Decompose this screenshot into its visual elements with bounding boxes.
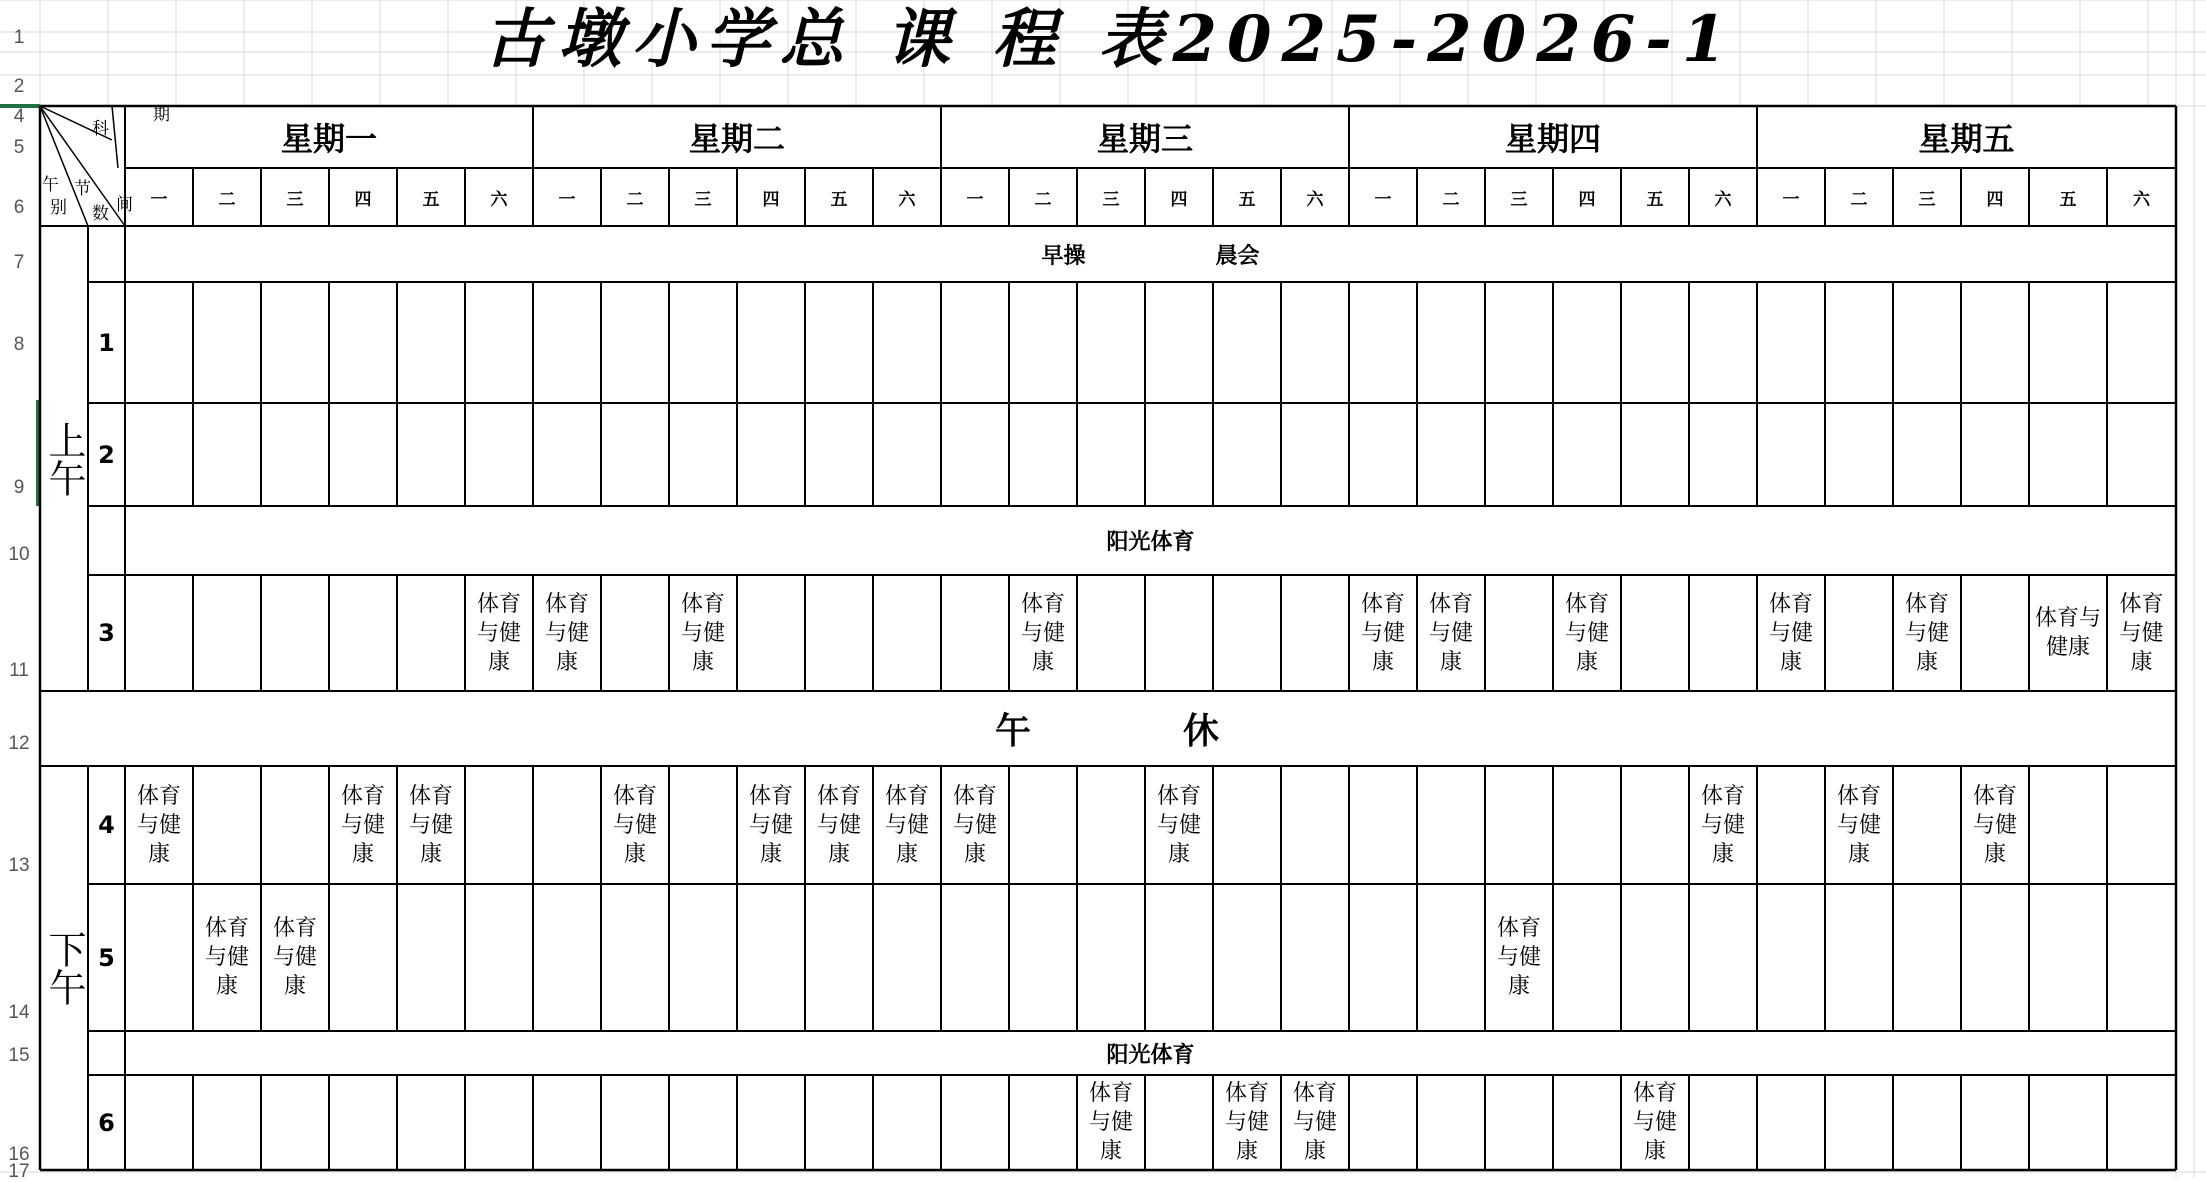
empty-course-cell[interactable] — [2107, 403, 2176, 506]
empty-course-cell[interactable] — [1349, 282, 1417, 403]
class-header[interactable]: 二 — [1442, 189, 1460, 210]
empty-course-cell[interactable] — [873, 884, 941, 1031]
empty-course-cell[interactable] — [193, 403, 261, 506]
empty-course-cell[interactable] — [533, 766, 601, 884]
empty-course-cell[interactable] — [737, 575, 805, 691]
empty-course-cell[interactable] — [1349, 1075, 1417, 1170]
empty-course-cell[interactable] — [329, 1075, 397, 1170]
class-header[interactable]: 五 — [422, 189, 440, 210]
corner-header-jian: 间 — [116, 195, 133, 215]
period-number[interactable]: 3 — [98, 619, 115, 647]
empty-course-cell[interactable] — [737, 403, 805, 506]
zaocao-label: 早操 — [1041, 243, 1086, 269]
empty-course-cell[interactable] — [1213, 403, 1281, 506]
sunshine-pe-band[interactable]: 阳光体育 — [1106, 530, 1195, 555]
empty-course-cell[interactable] — [873, 575, 941, 691]
course-cell-pe[interactable]: 体育与健康 — [680, 591, 725, 675]
empty-course-cell[interactable] — [1689, 403, 1757, 506]
course-cell-pe[interactable]: 体育与健康 — [1360, 591, 1405, 675]
empty-course-cell[interactable] — [873, 1075, 941, 1170]
empty-course-cell[interactable] — [1961, 282, 2029, 403]
class-header[interactable]: 三 — [1102, 189, 1120, 210]
empty-course-cell[interactable] — [1077, 575, 1145, 691]
empty-course-cell[interactable] — [1621, 575, 1689, 691]
empty-course-cell[interactable] — [1961, 1075, 2029, 1170]
empty-course-cell[interactable] — [669, 884, 737, 1031]
course-cell-pe[interactable]: 体育与健康 — [1496, 916, 1541, 999]
class-header[interactable]: 六 — [1714, 189, 1732, 210]
row-number: 13 — [8, 855, 30, 876]
corner-header-shu: 数 — [92, 204, 109, 224]
period-number[interactable]: 6 — [98, 1108, 115, 1137]
empty-course-cell[interactable] — [601, 282, 669, 403]
course-cell-pe[interactable]: 体育与健康 — [1700, 783, 1745, 867]
empty-course-cell[interactable] — [669, 403, 737, 506]
empty-course-cell[interactable] — [941, 1075, 1009, 1170]
row-number: 4 — [13, 106, 25, 127]
empty-course-cell[interactable] — [261, 1075, 329, 1170]
class-header[interactable]: 六 — [2133, 189, 2150, 210]
day-header[interactable]: 星期二 — [688, 120, 785, 158]
row-number: 16 — [8, 1144, 30, 1165]
row-number: 17 — [8, 1161, 30, 1182]
course-cell-pe[interactable]: 体育与健康 — [1972, 783, 2017, 867]
empty-course-cell[interactable] — [329, 403, 397, 506]
empty-course-cell[interactable] — [533, 282, 601, 403]
course-cell-pe[interactable]: 体育与健康 — [1632, 1081, 1677, 1164]
empty-course-cell[interactable] — [329, 884, 397, 1031]
corner-header-bie: 别 — [50, 198, 67, 218]
empty-course-cell[interactable] — [125, 1075, 193, 1170]
sunshine-pe-band[interactable]: 阳光体育 — [1106, 1042, 1195, 1068]
class-header[interactable]: 二 — [626, 189, 644, 210]
empty-course-cell[interactable] — [1009, 766, 1077, 884]
empty-course-cell[interactable] — [1893, 1075, 1961, 1170]
row-number: 1 — [13, 27, 25, 48]
empty-course-cell[interactable] — [1281, 403, 1349, 506]
empty-course-cell[interactable] — [1553, 282, 1621, 403]
empty-course-cell[interactable] — [1417, 282, 1485, 403]
empty-course-cell[interactable] — [1825, 575, 1893, 691]
empty-course-cell[interactable] — [805, 282, 873, 403]
course-cell-pe[interactable]: 体育与健康 — [544, 591, 589, 675]
noon-label-xiu: 休 — [1183, 711, 1222, 752]
empty-course-cell[interactable] — [465, 282, 533, 403]
empty-course-cell[interactable] — [1621, 884, 1689, 1031]
period-number[interactable]: 1 — [98, 328, 115, 357]
course-cell-pe[interactable]: 体育与健康 — [1156, 783, 1201, 867]
course-cell-pe[interactable]: 体育与健康 — [748, 783, 793, 867]
course-cell-pe[interactable]: 体育与健康 — [612, 783, 657, 867]
course-cell-pe[interactable]: 体育与健康 — [1768, 591, 1813, 675]
empty-course-cell[interactable] — [1553, 403, 1621, 506]
empty-course-cell[interactable] — [1893, 884, 1961, 1031]
empty-course-cell[interactable] — [737, 1075, 805, 1170]
empty-course-cell[interactable] — [1689, 575, 1757, 691]
empty-course-cell[interactable] — [1825, 884, 1893, 1031]
empty-course-cell[interactable] — [1689, 884, 1757, 1031]
noon-label-wu: 午 — [994, 711, 1033, 752]
row-number: 2 — [13, 76, 25, 97]
empty-course-cell[interactable] — [1689, 1075, 1757, 1170]
empty-course-cell[interactable] — [397, 282, 465, 403]
course-cell-pe[interactable]: 体育与健康 — [1020, 591, 1065, 675]
empty-course-cell[interactable] — [1553, 884, 1621, 1031]
empty-course-cell[interactable] — [873, 403, 941, 506]
empty-course-cell[interactable] — [261, 575, 329, 691]
empty-course-cell[interactable] — [1009, 1075, 1077, 1170]
empty-course-cell[interactable] — [533, 403, 601, 506]
corner-header-jie: 节 — [74, 179, 91, 199]
empty-course-cell[interactable] — [1757, 1075, 1825, 1170]
empty-course-cell[interactable] — [1417, 766, 1485, 884]
empty-course-cell[interactable] — [193, 282, 261, 403]
corner-header-qi: 期 — [153, 105, 170, 125]
empty-course-cell[interactable] — [669, 1075, 737, 1170]
noon-break-band[interactable] — [40, 691, 2176, 766]
empty-course-cell[interactable] — [465, 1075, 533, 1170]
class-header[interactable]: 一 — [966, 189, 984, 210]
empty-course-cell[interactable] — [465, 403, 533, 506]
class-header[interactable]: 三 — [286, 189, 304, 210]
class-header[interactable]: 六 — [490, 189, 508, 210]
empty-course-cell[interactable] — [1893, 403, 1961, 506]
empty-course-cell[interactable] — [2107, 766, 2176, 884]
empty-course-cell[interactable] — [941, 282, 1009, 403]
row-number: 15 — [8, 1045, 30, 1066]
empty-course-cell[interactable] — [261, 403, 329, 506]
empty-course-cell[interactable] — [1893, 766, 1961, 884]
empty-course-cell[interactable] — [805, 884, 873, 1031]
empty-course-cell[interactable] — [1621, 766, 1689, 884]
empty-course-cell[interactable] — [601, 884, 669, 1031]
empty-course-cell[interactable] — [1485, 403, 1553, 506]
empty-course-cell[interactable] — [1009, 282, 1077, 403]
empty-course-cell[interactable] — [1349, 884, 1417, 1031]
morning-activities-band[interactable] — [125, 226, 2176, 282]
class-header[interactable]: 三 — [1918, 189, 1936, 210]
empty-course-cell[interactable] — [1825, 282, 1893, 403]
empty-course-cell[interactable] — [1825, 1075, 1893, 1170]
empty-course-cell[interactable] — [193, 575, 261, 691]
course-cell-pe[interactable]: 体育与健康 — [1088, 1081, 1133, 1164]
empty-course-cell[interactable] — [1213, 884, 1281, 1031]
class-header[interactable]: 二 — [1034, 189, 1052, 210]
empty-course-cell[interactable] — [601, 1075, 669, 1170]
empty-course-cell[interactable] — [1893, 282, 1961, 403]
row-number: 8 — [13, 334, 25, 355]
empty-course-cell[interactable] — [2029, 282, 2107, 403]
empty-course-cell[interactable] — [1485, 575, 1553, 691]
class-header[interactable]: 二 — [1850, 189, 1868, 210]
empty-course-cell[interactable] — [1077, 403, 1145, 506]
class-header[interactable]: 五 — [830, 189, 848, 210]
course-cell-pe[interactable]: 体育与健康 — [1428, 591, 1473, 675]
empty-course-cell[interactable] — [261, 766, 329, 884]
course-cell-pe[interactable]: 体育与健康 — [884, 783, 929, 867]
course-cell-pe[interactable]: 体育与健康 — [340, 783, 385, 867]
empty-course-cell[interactable] — [125, 282, 193, 403]
empty-course-cell[interactable] — [1757, 766, 1825, 884]
day-header[interactable]: 星期一 — [280, 120, 377, 158]
empty-course-cell[interactable] — [1009, 403, 1077, 506]
class-header[interactable]: 四 — [762, 189, 780, 210]
empty-course-cell[interactable] — [1757, 403, 1825, 506]
empty-course-cell[interactable] — [397, 403, 465, 506]
empty-course-cell[interactable] — [125, 575, 193, 691]
corner-header-ke: 科 — [92, 119, 109, 139]
class-header[interactable]: 四 — [1170, 189, 1188, 210]
day-header[interactable]: 星期五 — [1918, 120, 2015, 158]
course-cell-pe[interactable]: 体育与健康 — [136, 783, 181, 867]
empty-course-cell[interactable] — [1417, 1075, 1485, 1170]
course-cell-pe[interactable]: 体育与健康 — [476, 591, 521, 675]
empty-course-cell[interactable] — [941, 575, 1009, 691]
page-title: 古墩小学总 课 程 表2025-2026-1 — [483, 2, 1737, 77]
row-number: 7 — [13, 252, 25, 273]
day-header[interactable]: 星期四 — [1504, 120, 1601, 158]
course-cell-pe[interactable]: 体育与健康 — [2119, 591, 2164, 675]
empty-course-cell[interactable] — [465, 766, 533, 884]
empty-course-cell[interactable] — [1145, 1075, 1213, 1170]
empty-course-cell[interactable] — [601, 403, 669, 506]
empty-course-cell[interactable] — [873, 282, 941, 403]
empty-course-cell[interactable] — [1145, 282, 1213, 403]
class-header[interactable]: 五 — [2059, 189, 2077, 210]
row-number: 6 — [13, 197, 25, 218]
class-header[interactable]: 四 — [354, 189, 372, 210]
empty-course-cell[interactable] — [2029, 766, 2107, 884]
row-number: 10 — [8, 544, 30, 565]
empty-course-cell[interactable] — [1961, 575, 2029, 691]
morning-label[interactable]: 上午 — [42, 420, 86, 497]
empty-course-cell[interactable] — [397, 575, 465, 691]
empty-course-cell[interactable] — [1213, 575, 1281, 691]
row-number: 11 — [9, 660, 29, 681]
empty-course-cell[interactable] — [1417, 403, 1485, 506]
empty-course-cell[interactable] — [1145, 403, 1213, 506]
empty-course-cell[interactable] — [601, 575, 669, 691]
class-header[interactable]: 一 — [1374, 189, 1392, 210]
empty-course-cell[interactable] — [1689, 282, 1757, 403]
empty-course-cell[interactable] — [2107, 884, 2176, 1031]
empty-course-cell[interactable] — [941, 403, 1009, 506]
empty-course-cell[interactable] — [261, 282, 329, 403]
class-header[interactable]: 二 — [218, 189, 236, 210]
empty-course-cell[interactable] — [669, 766, 737, 884]
empty-course-cell[interactable] — [1009, 884, 1077, 1031]
empty-course-cell[interactable] — [397, 884, 465, 1031]
course-cell-pe[interactable]: 体育与健康 — [1904, 591, 1949, 675]
class-header[interactable]: 三 — [1510, 189, 1528, 210]
afternoon-label[interactable]: 下午 — [42, 930, 86, 1006]
empty-course-cell[interactable] — [1757, 884, 1825, 1031]
day-header[interactable]: 星期三 — [1096, 120, 1193, 158]
empty-course-cell[interactable] — [941, 884, 1009, 1031]
empty-course-cell[interactable] — [193, 766, 261, 884]
empty-course-cell[interactable] — [737, 282, 805, 403]
empty-course-cell[interactable] — [1621, 282, 1689, 403]
empty-course-cell[interactable] — [125, 884, 193, 1031]
empty-course-cell[interactable] — [329, 282, 397, 403]
course-cell-pe[interactable]: 体育与健康 — [272, 916, 317, 999]
empty-course-cell[interactable] — [533, 884, 601, 1031]
class-header[interactable]: 三 — [694, 189, 712, 210]
empty-course-cell[interactable] — [1961, 884, 2029, 1031]
row-number: 5 — [13, 137, 25, 158]
empty-course-cell[interactable] — [669, 282, 737, 403]
empty-course-cell[interactable] — [1961, 403, 2029, 506]
empty-course-cell[interactable] — [805, 575, 873, 691]
empty-course-cell[interactable] — [2107, 1075, 2176, 1170]
empty-course-cell[interactable] — [1145, 575, 1213, 691]
class-header[interactable]: 六 — [1306, 189, 1324, 210]
class-header[interactable]: 四 — [1986, 189, 2004, 210]
empty-course-cell[interactable] — [465, 884, 533, 1031]
empty-course-cell[interactable] — [1077, 884, 1145, 1031]
period-number[interactable]: 5 — [98, 943, 115, 972]
course-cell-pe[interactable]: 体育与健康 — [2034, 606, 2101, 660]
period-number[interactable]: 2 — [98, 440, 115, 469]
empty-course-cell[interactable] — [1077, 282, 1145, 403]
empty-course-cell[interactable] — [737, 884, 805, 1031]
empty-course-cell[interactable] — [125, 403, 193, 506]
class-header[interactable]: 一 — [558, 189, 576, 210]
class-header[interactable]: 四 — [1578, 189, 1596, 210]
course-cell-pe[interactable]: 体育与健康 — [408, 783, 453, 867]
empty-course-cell[interactable] — [2029, 403, 2107, 506]
course-cell-pe[interactable]: 体育与健康 — [1224, 1081, 1269, 1164]
empty-course-cell[interactable] — [1349, 403, 1417, 506]
empty-course-cell[interactable] — [805, 403, 873, 506]
empty-course-cell[interactable] — [1485, 766, 1553, 884]
empty-course-cell[interactable] — [2029, 884, 2107, 1031]
course-cell-pe[interactable]: 体育与健康 — [204, 916, 249, 999]
empty-course-cell[interactable] — [1281, 575, 1349, 691]
period-number[interactable]: 4 — [98, 811, 115, 839]
chenhui-label: 晨会 — [1215, 243, 1260, 269]
empty-course-cell[interactable] — [397, 1075, 465, 1170]
row-number: 14 — [8, 1002, 30, 1023]
empty-course-cell[interactable] — [805, 1075, 873, 1170]
class-header[interactable]: 一 — [150, 189, 168, 210]
empty-course-cell[interactable] — [1213, 766, 1281, 884]
course-cell-pe[interactable]: 体育与健康 — [952, 783, 997, 867]
class-header[interactable]: 六 — [898, 189, 916, 210]
empty-course-cell[interactable] — [2029, 1075, 2107, 1170]
course-cell-pe[interactable]: 体育与健康 — [1292, 1081, 1337, 1164]
course-cell-pe[interactable]: 体育与健康 — [1836, 783, 1881, 867]
empty-course-cell[interactable] — [1145, 884, 1213, 1031]
empty-course-cell[interactable] — [1757, 282, 1825, 403]
empty-course-cell[interactable] — [1485, 1075, 1553, 1170]
empty-course-cell[interactable] — [2107, 282, 2176, 403]
course-cell-pe[interactable]: 体育与健康 — [1564, 591, 1609, 675]
empty-course-cell[interactable] — [1553, 1075, 1621, 1170]
row-number: 12 — [8, 733, 30, 754]
empty-course-cell[interactable] — [1349, 766, 1417, 884]
empty-course-cell[interactable] — [1417, 884, 1485, 1031]
empty-course-cell[interactable] — [1281, 884, 1349, 1031]
corner-header-wu: 午 — [42, 175, 59, 195]
empty-course-cell[interactable] — [533, 1075, 601, 1170]
class-header[interactable]: 五 — [1646, 189, 1664, 210]
empty-course-cell[interactable] — [1553, 766, 1621, 884]
empty-course-cell[interactable] — [1825, 403, 1893, 506]
empty-course-cell[interactable] — [1621, 403, 1689, 506]
empty-course-cell[interactable] — [1213, 282, 1281, 403]
empty-course-cell[interactable] — [329, 575, 397, 691]
course-cell-pe[interactable]: 体育与健康 — [816, 783, 861, 867]
row-number: 9 — [13, 477, 25, 498]
empty-course-cell[interactable] — [1281, 282, 1349, 403]
class-header[interactable]: 五 — [1238, 189, 1256, 210]
empty-course-cell[interactable] — [193, 1075, 261, 1170]
class-header[interactable]: 一 — [1782, 189, 1800, 210]
empty-course-cell[interactable] — [1077, 766, 1145, 884]
empty-course-cell[interactable] — [1281, 766, 1349, 884]
empty-course-cell[interactable] — [1485, 282, 1553, 403]
